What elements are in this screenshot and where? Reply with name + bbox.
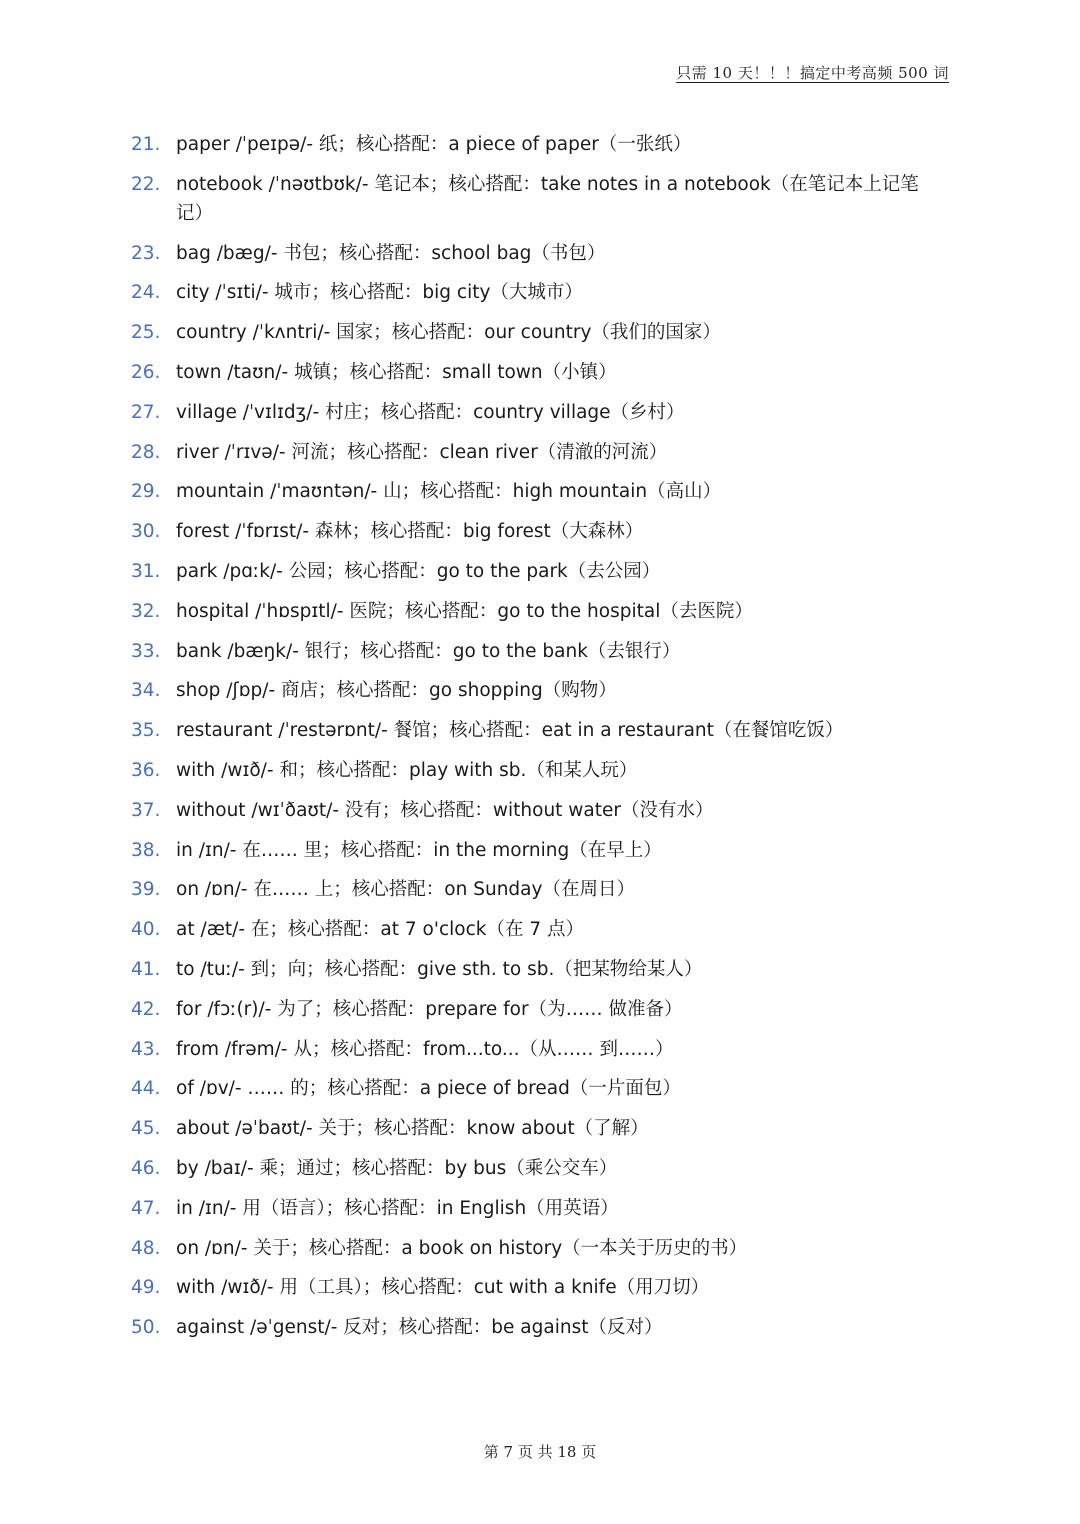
page-footer: 第 7 页 共 18 页 — [483, 1443, 597, 1461]
entry-text: on /ɒn/- 在…… 上；核心搭配：on Sunday（在周日） — [176, 879, 635, 901]
entry-number: 47. — [131, 1197, 161, 1219]
entry-text: mountain /ˈmaʊntən/- 山；核心搭配：high mountain（高山） — [176, 481, 722, 503]
entry-number: 25. — [131, 322, 161, 344]
word-entry — [131, 875, 931, 904]
entry-text: without /wɪˈðaʊt/- 没有；核心搭配：without water（没有水） — [176, 799, 714, 821]
word-list — [131, 130, 931, 1353]
entry-number: 29. — [131, 481, 161, 503]
entry-number: 50. — [131, 1317, 161, 1339]
entry-text: with /wɪð/- 用（工具）；核心搭配：cut with a knife（用刀切） — [176, 1277, 710, 1299]
entry-text: on /ɒn/- 关于；核心搭配：a book on history（一本关于历史的书） — [176, 1237, 748, 1259]
word-entry — [131, 796, 931, 825]
word-entry — [131, 398, 931, 427]
word-entry — [131, 676, 931, 705]
entry-text: city /ˈsɪti/- 城市；核心搭配：big city（大城市） — [176, 282, 583, 304]
word-entry — [131, 756, 931, 785]
entry-text: country /ˈkʌntri/- 国家；核心搭配：our country（我们的国家） — [176, 322, 721, 344]
entry-text: park /pɑːk/- 公园；核心搭配：go to the park（去公园） — [176, 560, 661, 582]
word-entry — [131, 170, 931, 228]
entry-text: from /frəm/- 从；核心搭配：from...to...（从…… 到……） — [176, 1038, 674, 1060]
word-entry — [131, 477, 931, 506]
entry-text: in /ɪn/- 用（语言）；核心搭配：in English（用英语） — [176, 1197, 619, 1219]
entry-number: 45. — [131, 1118, 161, 1140]
word-entry — [131, 358, 931, 387]
entry-text: bank /bæŋk/- 银行；核心搭配：go to the bank（去银行） — [176, 640, 681, 662]
entry-number: 22. — [131, 173, 161, 195]
entry-text: restaurant /ˈrestərɒnt/- 餐馆；核心搭配：eat in a restaurant（在餐馆吃饭） — [176, 720, 844, 742]
entry-text: river /ˈrɪvə/- 河流；核心搭配：clean river（清澈的河流） — [176, 441, 668, 463]
word-entry — [131, 836, 931, 865]
entry-number: 41. — [131, 958, 161, 980]
entry-text: against /əˈgenst/- 反对；核心搭配：be against（反对） — [176, 1317, 663, 1339]
entry-number: 38. — [131, 839, 161, 861]
entry-number: 36. — [131, 759, 161, 781]
word-entry — [131, 557, 931, 586]
word-entry — [131, 239, 931, 268]
entry-number: 44. — [131, 1078, 161, 1100]
entry-number: 37. — [131, 799, 161, 821]
word-entry — [131, 1074, 931, 1103]
entry-number: 40. — [131, 919, 161, 941]
entry-text: town /taʊn/- 城镇；核心搭配：small town（小镇） — [176, 361, 617, 383]
page-header: 只需 10 天！！！搞定中考高频 500 词 — [676, 64, 949, 82]
entry-number: 43. — [131, 1038, 161, 1060]
word-entry — [131, 130, 931, 159]
entry-text: about /əˈbaʊt/- 关于；核心搭配：know about（了解） — [176, 1118, 649, 1140]
entry-text: hospital /ˈhɒspɪtl/- 医院；核心搭配：go to the hospital（去医院） — [176, 600, 753, 622]
entry-number: 30. — [131, 521, 161, 543]
entry-text: village /ˈvɪlɪdʒ/- 村庄；核心搭配：country village（乡村） — [176, 401, 685, 423]
entry-number: 49. — [131, 1277, 161, 1299]
word-entry — [131, 1114, 931, 1143]
entry-number: 26. — [131, 361, 161, 383]
entry-text: at /æt/- 在；核心搭配：at 7 o'clock（在 7 点） — [176, 919, 584, 941]
entry-number: 21. — [131, 134, 161, 155]
entry-text: forest /ˈfɒrɪst/- 森林；核心搭配：big forest（大森林） — [176, 521, 644, 543]
word-entry — [131, 318, 931, 347]
entry-text: paper /ˈpeɪpə/- 纸；核心搭配：a piece of paper（一张纸） — [176, 134, 692, 155]
entry-number: 33. — [131, 640, 161, 662]
word-entry — [131, 915, 931, 944]
word-entry — [131, 1273, 931, 1302]
entry-number: 27. — [131, 401, 161, 423]
entry-number: 46. — [131, 1157, 161, 1179]
entry-text: with /wɪð/- 和；核心搭配：play with sb.（和某人玩） — [176, 759, 638, 781]
entry-number: 42. — [131, 998, 161, 1020]
word-entry — [131, 1234, 931, 1263]
word-entry — [131, 1194, 931, 1223]
word-entry — [131, 438, 931, 467]
word-entry — [131, 1154, 931, 1183]
word-entry — [131, 517, 931, 546]
entry-number: 39. — [131, 879, 161, 901]
word-entry — [131, 955, 931, 984]
entry-text: bag /bæg/- 书包；核心搭配：school bag（书包） — [176, 242, 606, 264]
entry-number: 23. — [131, 242, 161, 264]
entry-number: 35. — [131, 720, 161, 742]
entry-number: 32. — [131, 600, 161, 622]
entry-number: 31. — [131, 560, 161, 582]
entry-text: notebook /ˈnəʊtbʊk/- 笔记本；核心搭配：take notes in a notebook（在笔记本上记笔记） — [176, 173, 919, 224]
entry-text: of /ɒv/- …… 的；核心搭配：a piece of bread（一片面包） — [176, 1078, 681, 1100]
entry-text: to /tuː/- 到；向；核心搭配：give sth. to sb.（把某物给某人） — [176, 958, 703, 980]
word-entry — [131, 716, 931, 745]
word-entry — [131, 1035, 931, 1064]
word-entry — [131, 637, 931, 666]
entry-number: 28. — [131, 441, 161, 463]
word-entry — [131, 278, 931, 307]
entry-text: by /baɪ/- 乘；通过；核心搭配：by bus（乘公交车） — [176, 1157, 618, 1179]
entry-text: in /ɪn/- 在…… 里；核心搭配：in the morning（在早上） — [176, 839, 662, 861]
entry-number: 34. — [131, 680, 161, 702]
entry-text: shop /ʃɒp/- 商店；核心搭配：go shopping（购物） — [176, 680, 617, 702]
entry-number: 24. — [131, 282, 161, 304]
word-entry — [131, 1313, 931, 1342]
entry-number: 48. — [131, 1237, 161, 1259]
word-entry — [131, 597, 931, 626]
word-entry — [131, 995, 931, 1024]
entry-text: for /fɔː(r)/- 为了；核心搭配：prepare for（为…… 做准备） — [176, 998, 683, 1020]
